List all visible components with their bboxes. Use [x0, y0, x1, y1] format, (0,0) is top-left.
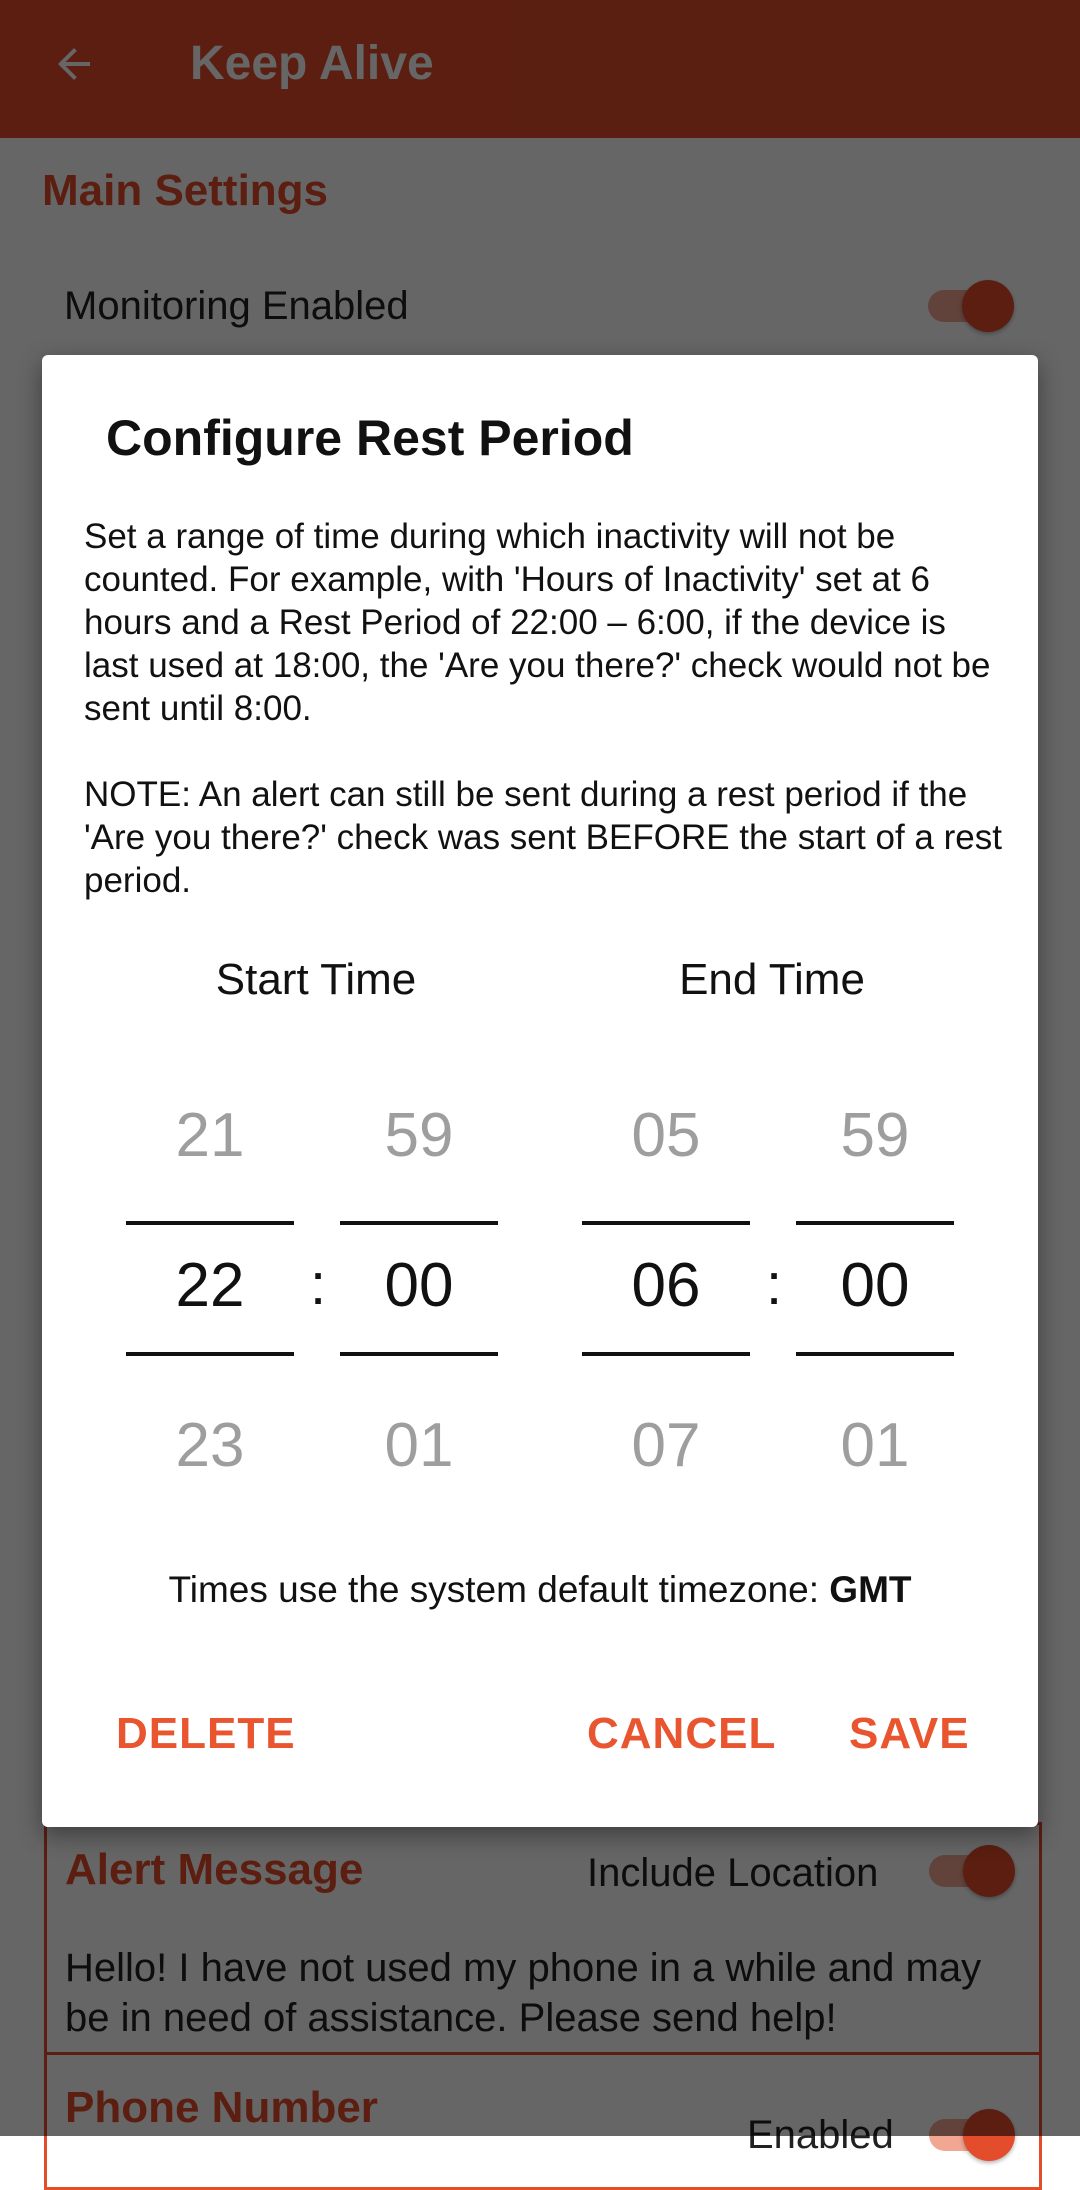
end-hour-prev[interactable]: 05: [631, 1101, 701, 1170]
start-hour-picker[interactable]: [126, 1100, 294, 1500]
end-hour-next[interactable]: 07: [631, 1411, 701, 1480]
timezone-note: [42, 1569, 1038, 1611]
picker-divider: [340, 1221, 498, 1225]
save-button[interactable]: SAVE: [849, 1709, 970, 1758]
picker-divider: [796, 1221, 954, 1225]
end-minute-next[interactable]: 01: [840, 1411, 910, 1480]
picker-divider: [126, 1352, 294, 1356]
picker-divider: [340, 1352, 498, 1356]
end-hour-picker[interactable]: [582, 1100, 750, 1500]
end-time-label: End Time: [679, 955, 865, 1004]
end-minute-picker[interactable]: [796, 1100, 954, 1500]
start-hour-next[interactable]: 23: [175, 1411, 245, 1480]
picker-divider: [126, 1221, 294, 1225]
picker-divider: [582, 1352, 750, 1356]
start-minute-next[interactable]: 01: [384, 1411, 454, 1480]
start-time-label: Start Time: [215, 955, 417, 1004]
picker-divider: [582, 1221, 750, 1225]
picker-divider: [796, 1352, 954, 1356]
start-time-separator: :: [310, 1252, 327, 1317]
start-hour-prev[interactable]: 21: [175, 1101, 245, 1170]
dialog-title: Configure Rest Period: [106, 410, 634, 466]
end-hour-value[interactable]: 06: [631, 1251, 701, 1320]
start-minute-value[interactable]: 00: [384, 1251, 454, 1320]
end-minute-value[interactable]: 00: [840, 1251, 910, 1320]
start-minute-picker[interactable]: [340, 1100, 498, 1500]
start-hour-value[interactable]: 22: [175, 1251, 245, 1320]
timezone-prefix: Times use the system default timezone:: [168, 1569, 830, 1610]
delete-button[interactable]: DELETE: [116, 1709, 296, 1758]
cancel-button[interactable]: CANCEL: [587, 1709, 777, 1758]
rest-period-dialog: [42, 355, 1038, 1827]
dialog-paragraph-1: Set a range of time during which inactivity will not be counted. For example, with 'Hours of Inactivity' set at 6 hours and a Rest Period of 22:00 – 6:00, if the device is last used at 18:00, the 'Are you there?' check would not be sent until 8:00.: [84, 517, 991, 728]
timezone-value: GMT: [829, 1569, 912, 1610]
dialog-paragraph-2: NOTE: An alert can still be sent during a rest period if the 'Are you there?' check was sent BEFORE the start of a rest period.: [84, 775, 1002, 900]
start-minute-prev[interactable]: 59: [384, 1101, 454, 1170]
dialog-description: [84, 515, 1009, 945]
end-minute-prev[interactable]: 59: [840, 1101, 910, 1170]
end-time-separator: :: [766, 1252, 783, 1317]
